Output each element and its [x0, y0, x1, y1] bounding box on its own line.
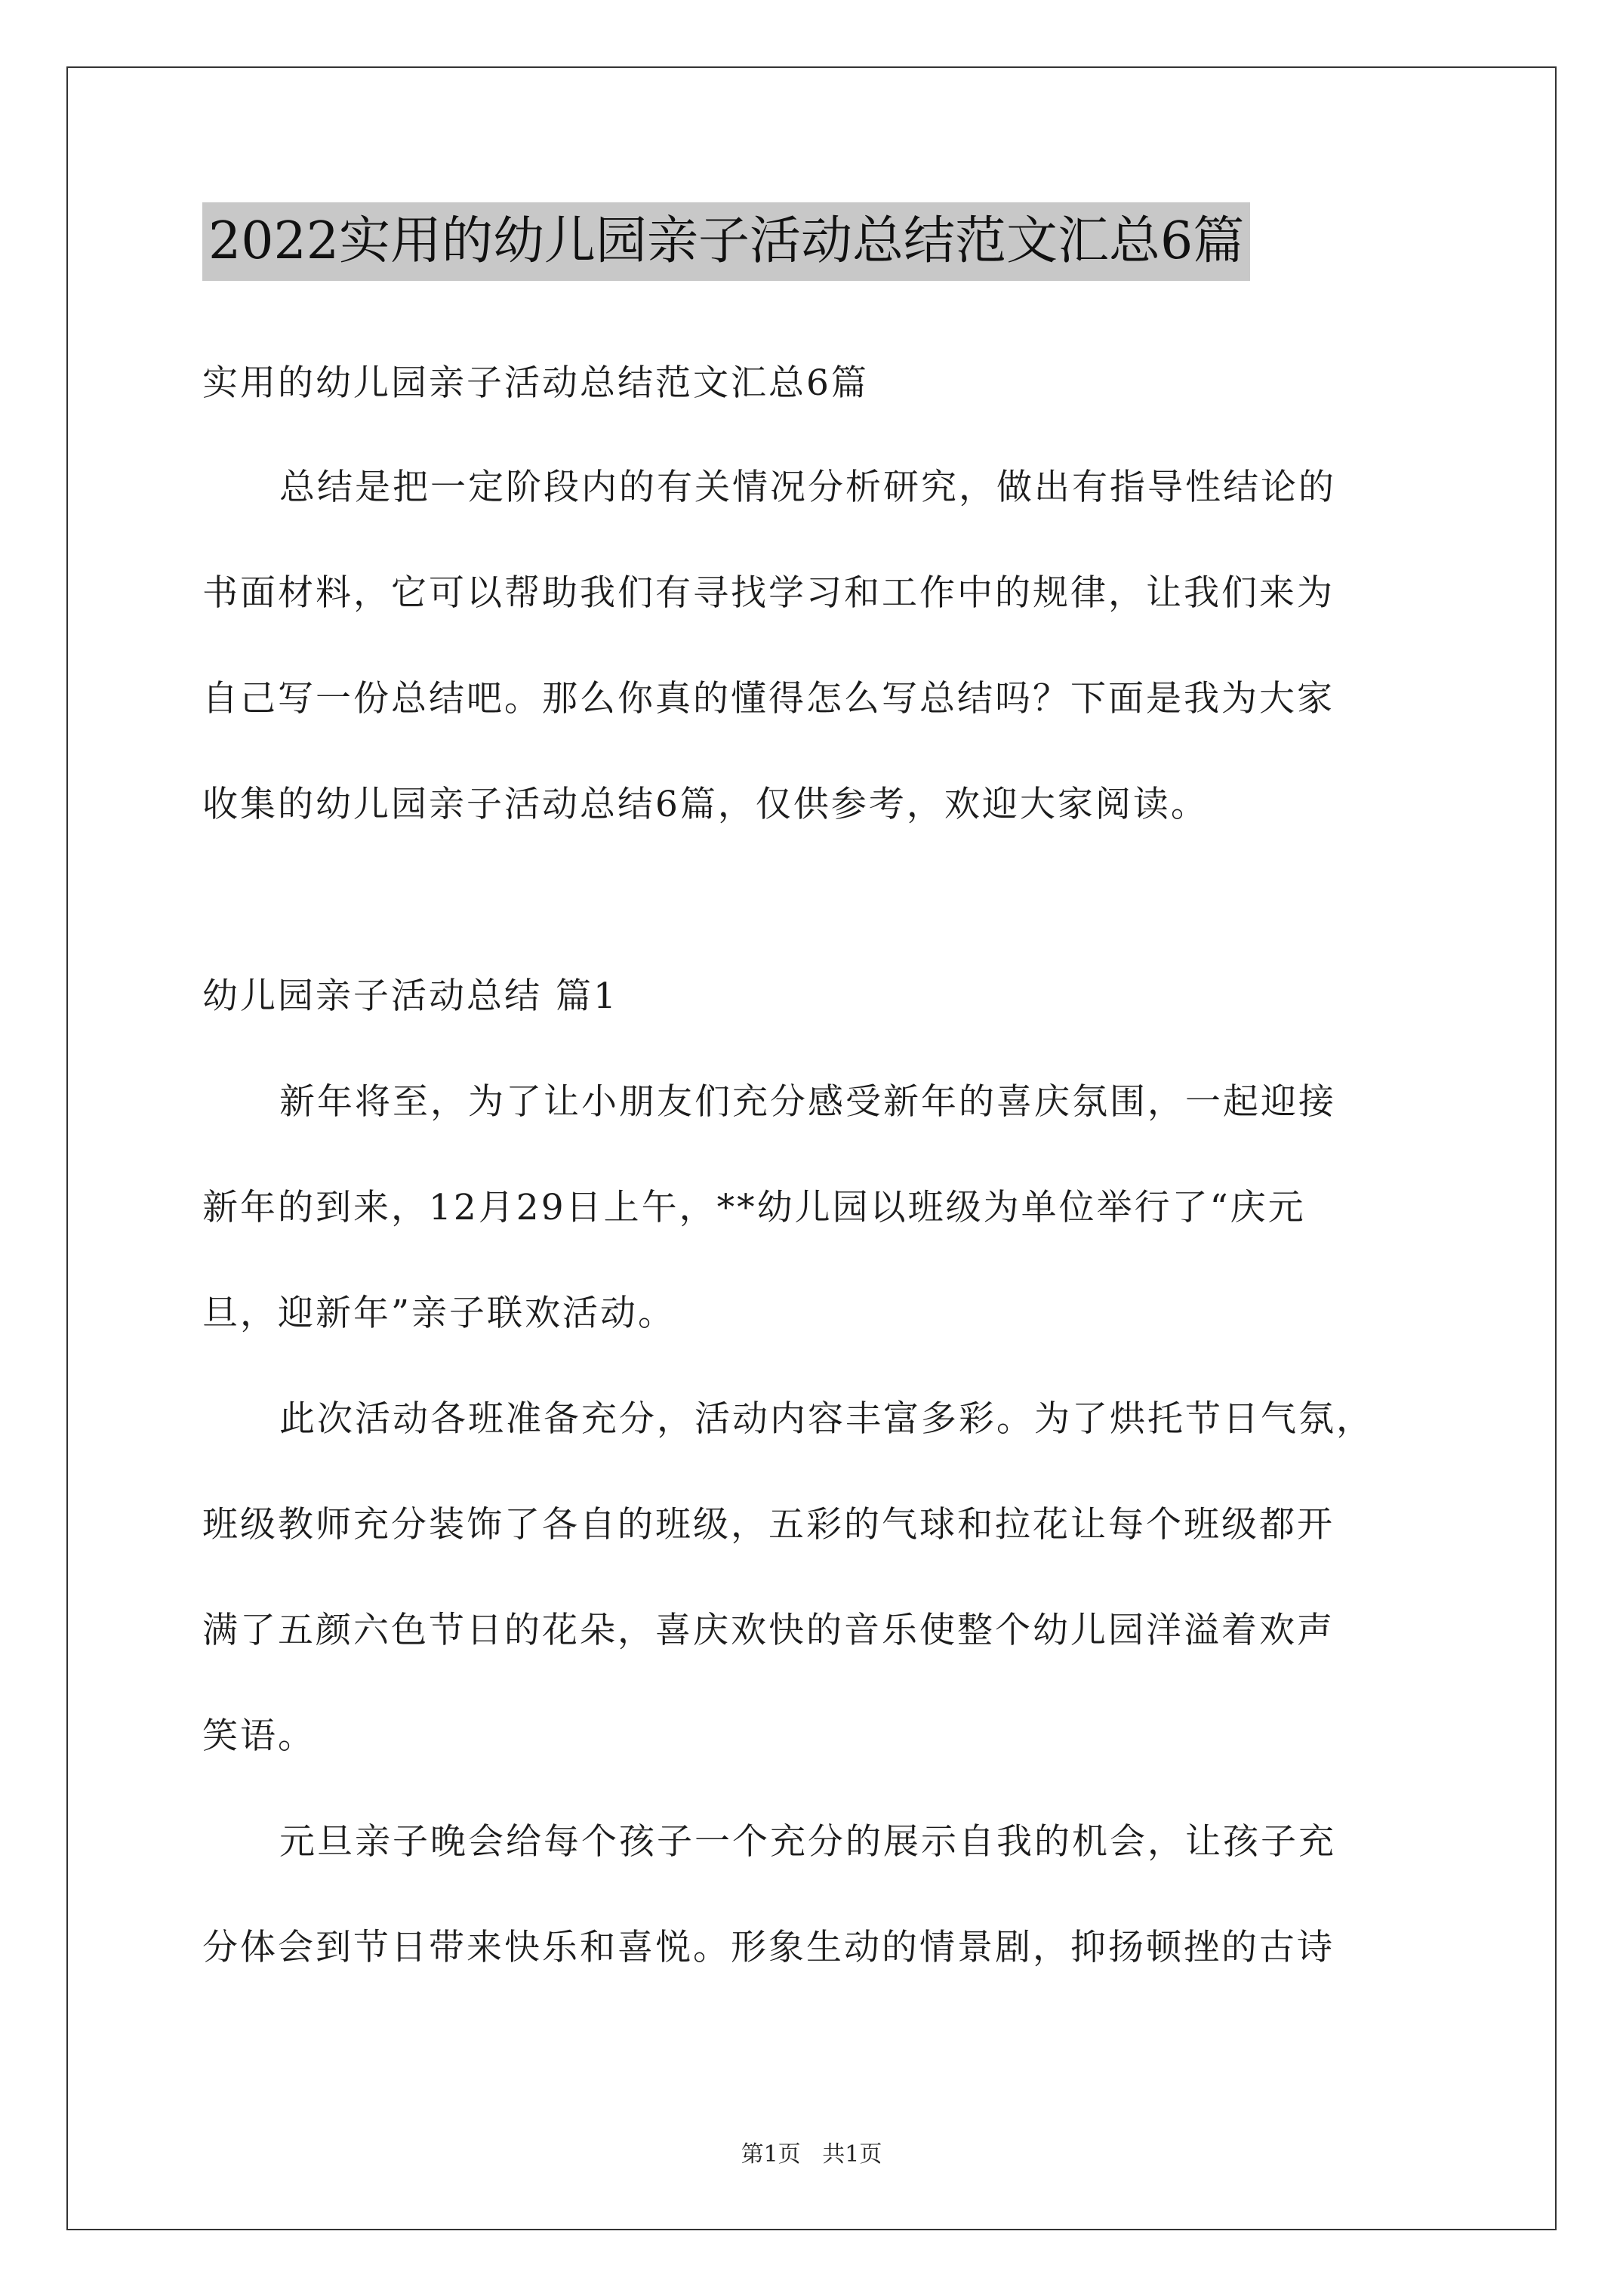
document-subtitle: 实用的幼儿园亲子活动总结范文汇总6篇 [202, 362, 869, 404]
para1-line-2: 新年的到来，12月29日上午，**幼儿园以班级为单位举行了“庆元 [202, 1187, 1306, 1228]
para2-line-2: 班级教师充分装饰了各自的班级，五彩的气球和拉花让每个班级都开 [202, 1504, 1335, 1546]
para2-line-1: 此次活动各班准备充分，活动内容丰富多彩。为了烘托节日气氛， [279, 1398, 1374, 1440]
para1-line-1: 新年将至，为了让小朋友们充分感受新年的喜庆氛围，一起迎接 [279, 1081, 1336, 1123]
para3-line-1: 元旦亲子晚会给每个孩子一个充分的展示自我的机会，让孩子充 [279, 1821, 1336, 1863]
para3-line-2: 分体会到节日带来快乐和喜悦。形象生动的情景剧，抑扬顿挫的古诗 [202, 1927, 1335, 1968]
page-number: 第1页 共1页 [741, 2141, 882, 2168]
para1-line-3: 旦，迎新年”亲子联欢活动。 [202, 1293, 676, 1334]
para2-line-4: 笑语。 [202, 1715, 316, 1757]
intro-line-3: 自己写一份总结吧。那么你真的懂得怎么写总结吗？下面是我为大家 [202, 678, 1335, 720]
document-title: 2022实用的幼儿园亲子活动总结范文汇总6篇 [202, 202, 1250, 281]
para2-line-3: 满了五颜六色节日的花朵，喜庆欢快的音乐使整个幼儿园洋溢着欢声 [202, 1610, 1335, 1651]
intro-line-1: 总结是把一定阶段内的有关情况分析研究，做出有指导性结论的 [279, 467, 1336, 508]
section-heading: 幼儿园亲子活动总结 篇1 [202, 975, 618, 1017]
intro-line-2: 书面材料，它可以帮助我们有寻找学习和工作中的规律，让我们来为 [202, 572, 1335, 614]
intro-line-4: 收集的幼儿园亲子活动总结6篇，仅供参考，欢迎大家阅读。 [202, 784, 1209, 825]
